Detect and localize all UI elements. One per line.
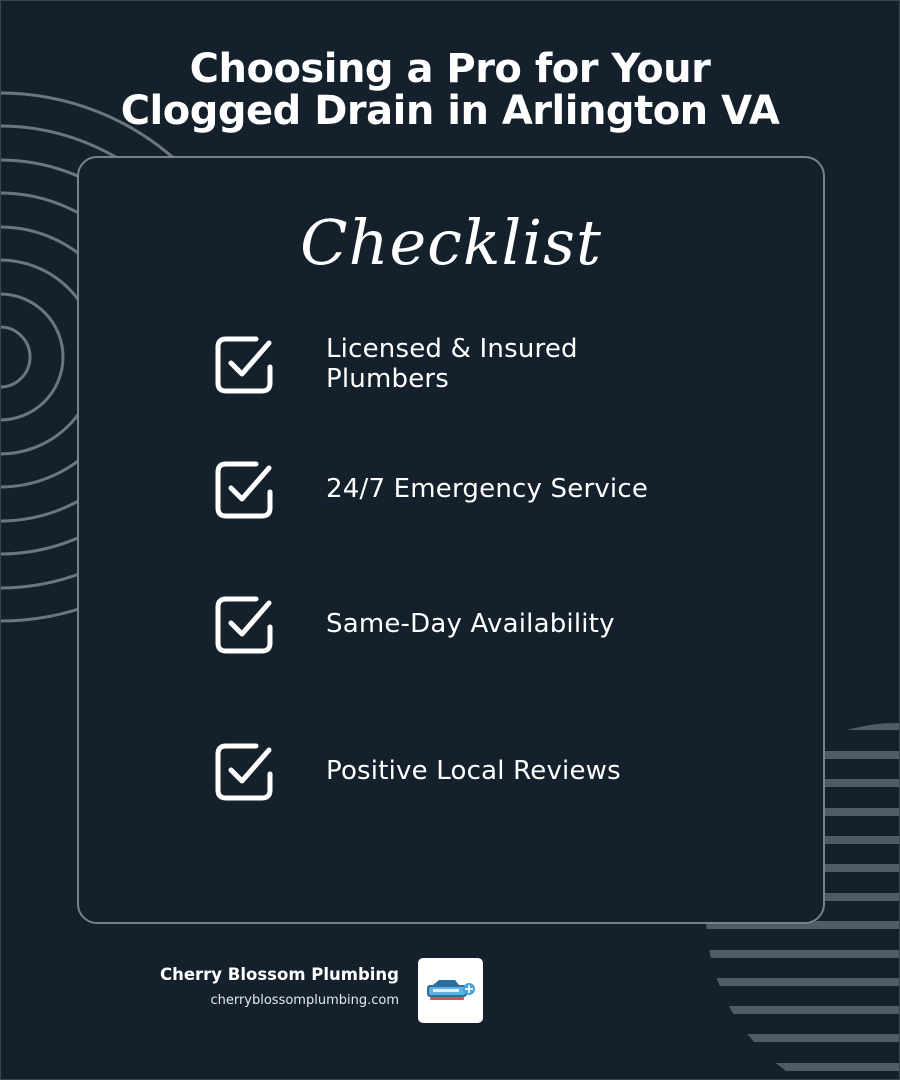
checklist-heading: Checklist: [300, 206, 602, 279]
title-line-2: Clogged Drain in Arlington VA: [120, 88, 780, 134]
page-title: [0, 48, 900, 132]
website-link[interactable]: cherryblossomplumbing.com: [210, 993, 399, 1008]
checklist-item-label: Same-Day Availability: [326, 609, 615, 639]
checklist-item-licensed: [214, 334, 578, 394]
checklist-item-emergency: [214, 459, 648, 519]
checklist-item-label: 24/7 Emergency Service: [326, 474, 649, 504]
checklist-item-same-day: [214, 594, 615, 654]
brand-block: [160, 964, 399, 1010]
footer: [0, 958, 900, 1024]
checklist-item-label: Licensed & Insured Plumbers: [326, 334, 578, 394]
checkbox-checked-icon: [214, 459, 274, 519]
checklist-card: [77, 156, 825, 924]
checkbox-checked-icon: [214, 334, 274, 394]
company-logo-icon: [425, 976, 477, 1006]
brand-name: Cherry Blossom Plumbing: [159, 965, 399, 984]
checklist-item-reviews: [214, 741, 621, 801]
checkbox-checked-icon: [214, 594, 274, 654]
company-logo: [418, 958, 483, 1023]
title-line-1: Choosing a Pro for Your: [189, 46, 711, 92]
checklist-item-label: Positive Local Reviews: [326, 756, 621, 786]
checkbox-checked-icon: [214, 741, 274, 801]
